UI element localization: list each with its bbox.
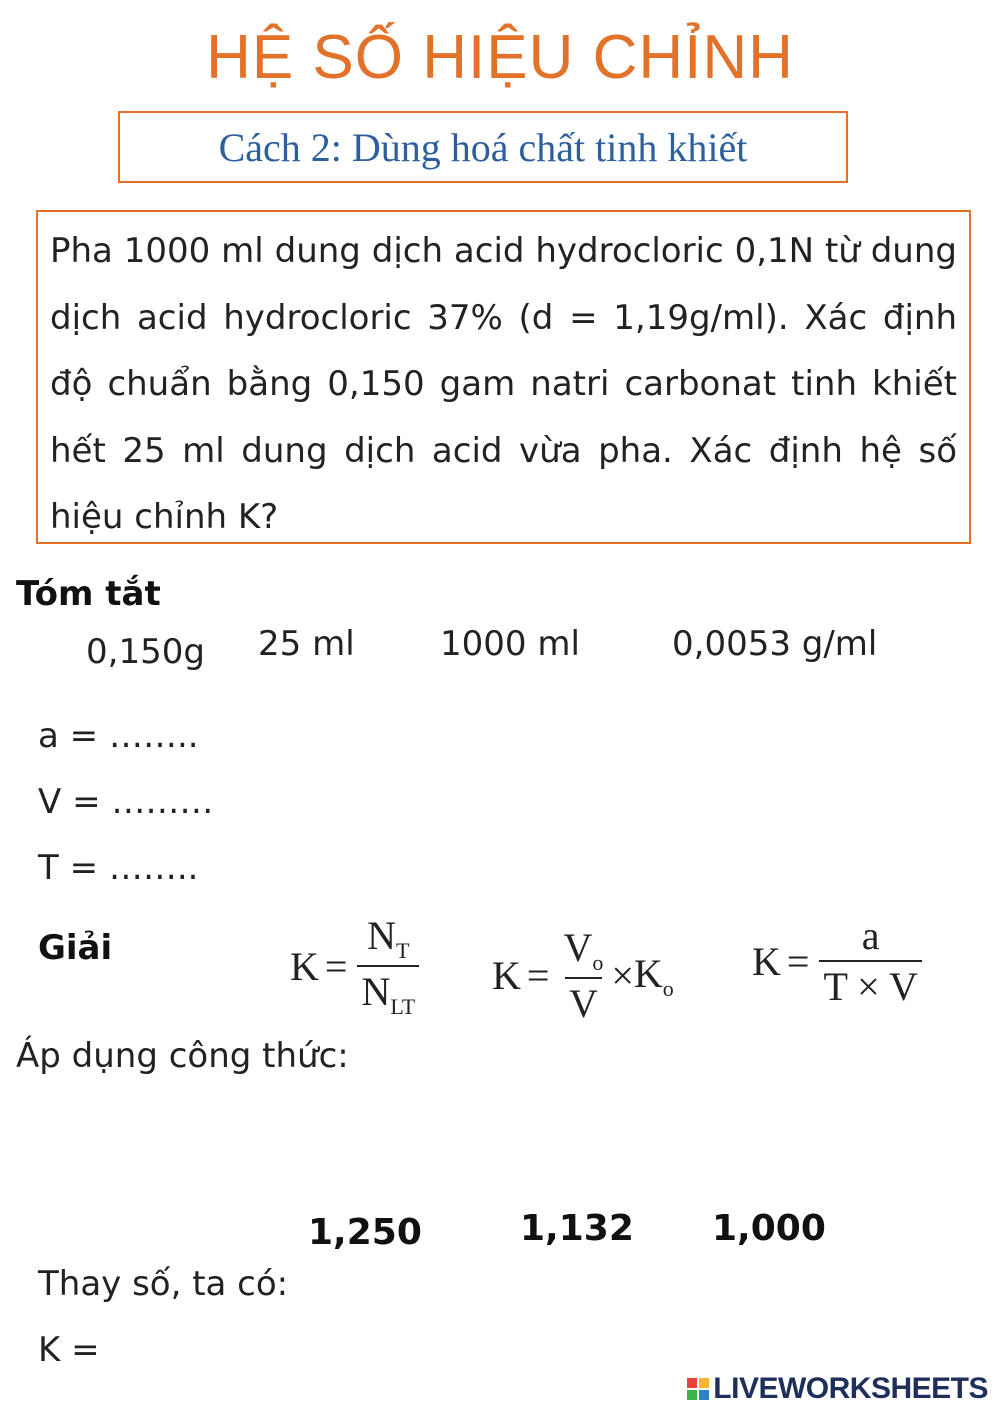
option-titer[interactable]: 0,0053 g/ml xyxy=(672,624,878,664)
formula-equals: = xyxy=(324,943,348,989)
apply-formula-text: Áp dụng công thức: xyxy=(16,1036,349,1076)
subtitle-box xyxy=(118,111,848,183)
problem-statement: Pha 1000 ml dung dịch acid hydrocloric 0,1N từ dung dịch acid hydrocloric 37% (d = 1,19g/ml). Xác định độ chuẩn bằng 0,150 gam natri carbonat tinh khiết hết 25 ml dung dịch acid vừa pha. Xác định hệ số hiệu chỉnh K? xyxy=(50,231,957,537)
n-symbol: N xyxy=(361,969,391,1014)
logo-text: LIVEWORKSHEETS xyxy=(713,1372,988,1405)
logo-mark-icon xyxy=(687,1378,709,1400)
k-result-line[interactable]: K = xyxy=(38,1330,100,1370)
numerator xyxy=(363,912,413,965)
n-symbol: N xyxy=(367,913,397,958)
substitute-text: Thay số, ta có: xyxy=(38,1264,289,1304)
numerator xyxy=(559,924,607,977)
answer-option-1[interactable]: 1,250 xyxy=(308,1212,422,1253)
a-line[interactable]: a = …….. xyxy=(38,716,199,756)
option-volume-25[interactable]: 25 ml xyxy=(258,624,355,664)
problem-box xyxy=(36,210,971,544)
v-subscript: o xyxy=(592,950,604,975)
answer-option-2[interactable]: 1,132 xyxy=(520,1208,634,1249)
t-line[interactable]: T = …….. xyxy=(38,848,199,888)
formula-k: K xyxy=(752,938,781,984)
liveworksheets-logo xyxy=(687,1372,988,1406)
solve-heading: Giải xyxy=(38,928,113,968)
k-naught xyxy=(634,950,674,1002)
logo-square xyxy=(687,1390,697,1400)
page-title: HỆ SỐ HIỆU CHỈNH xyxy=(206,23,794,92)
times-sign: × xyxy=(611,953,634,998)
n-subscript: LT xyxy=(390,994,416,1019)
formula-k: K xyxy=(290,943,319,989)
formula-titer[interactable] xyxy=(752,912,926,1010)
answer-option-3[interactable]: 1,000 xyxy=(712,1208,826,1249)
logo-square xyxy=(699,1390,709,1400)
formula-k: K xyxy=(492,953,521,998)
formula-normality[interactable] xyxy=(290,912,423,1020)
formula-equals: = xyxy=(786,938,810,984)
numerator: a xyxy=(861,913,880,958)
fraction xyxy=(559,924,607,1027)
k-subscript: o xyxy=(662,975,674,1001)
summary-heading: Tóm tắt xyxy=(16,574,161,614)
v-line[interactable]: V = ……… xyxy=(38,782,214,822)
logo-square xyxy=(687,1378,697,1388)
k-symbol: K xyxy=(633,950,663,996)
denominator: T × V xyxy=(819,960,921,1010)
subtitle: Cách 2: Dùng hoá chất tinh khiết xyxy=(218,124,748,170)
n-subscript: T xyxy=(396,938,410,963)
logo-square xyxy=(699,1378,709,1388)
fraction xyxy=(357,912,419,1020)
formula-volume[interactable] xyxy=(492,924,674,1027)
formula-equals: = xyxy=(526,953,550,998)
option-volume-1000[interactable]: 1000 ml xyxy=(440,624,580,664)
v-symbol: V xyxy=(563,925,593,970)
fraction xyxy=(819,912,921,1010)
denominator xyxy=(357,965,419,1020)
denominator: V xyxy=(565,977,602,1027)
option-mass[interactable]: 0,150g xyxy=(86,632,205,672)
